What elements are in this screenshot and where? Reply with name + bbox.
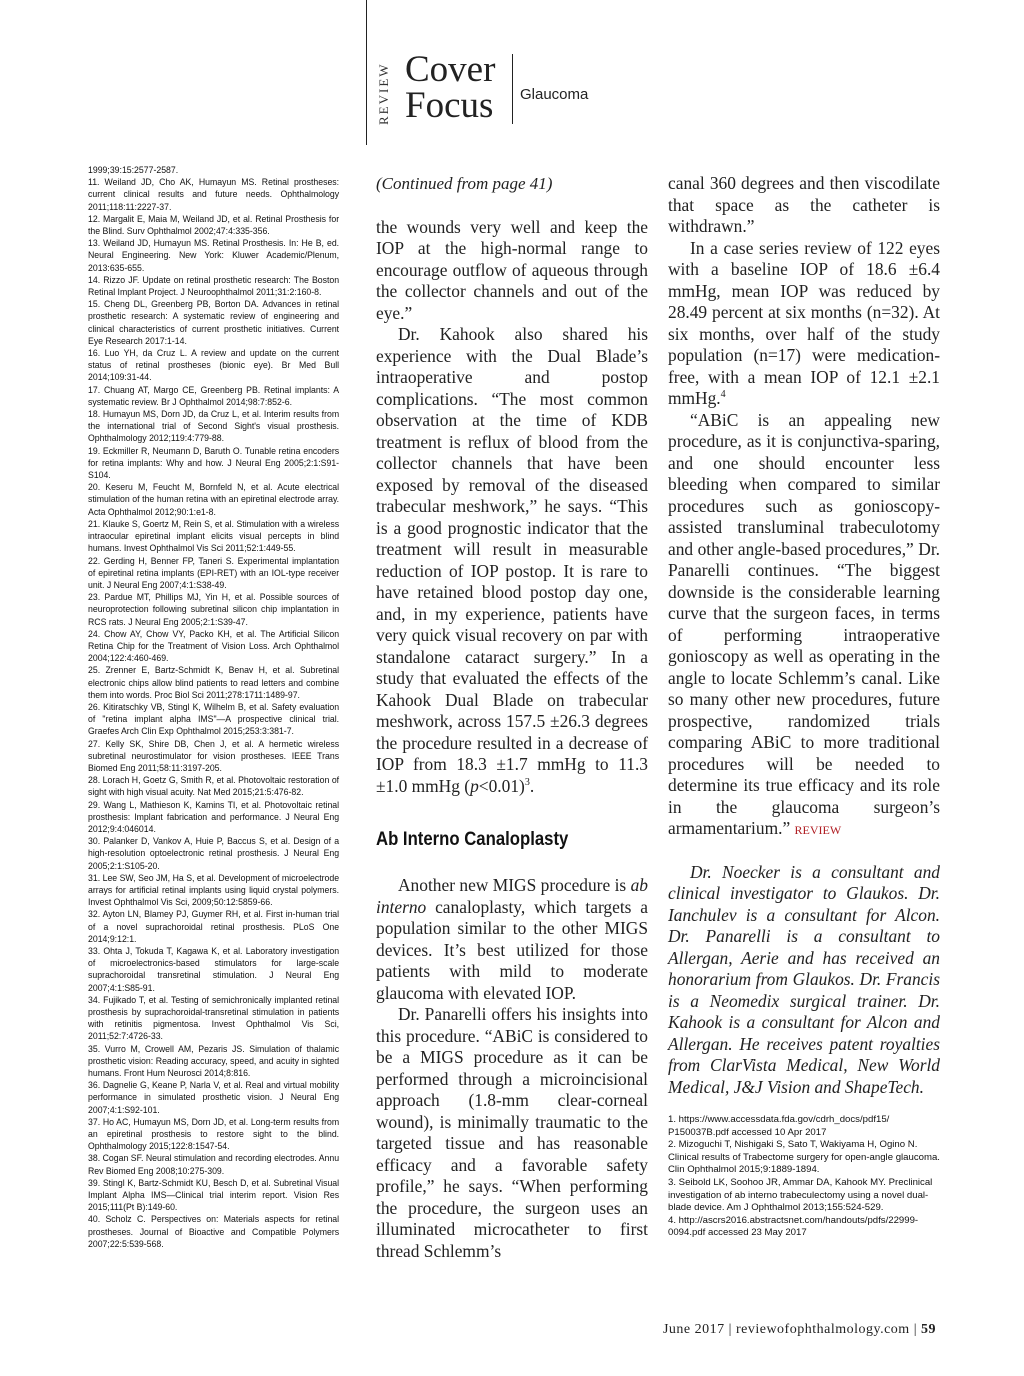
section-heading: Ab Interno Canaloplasty bbox=[376, 829, 569, 850]
end-mark: REVIEW bbox=[794, 823, 842, 837]
reference-item: 19. Eckmiller R, Neumann D, Baruth O. Tunable retina encoders for retina implants: Why and how. J Neural Eng 2005;2:1:S91-S104. bbox=[88, 444, 340, 481]
reference-item: 18. Humayun MS, Dorn JD, da Cruz L, et al. Interim results from the international trial of Second Sight's visual prosthesis. Ophthalmology 2012;119:4:779-88. bbox=[88, 408, 340, 444]
reference-item: 12. Margalit E, Maia M, Weiland JD, et al. Retinal Prosthesis for the Blind. Surv Ophthalmol 2002;47:4:335-356. bbox=[88, 212, 340, 237]
paragraph: the wounds very well and keep the IOP at the high-normal range to encourage outflow of aqueous through the collector channels and out of the eye.” bbox=[376, 216, 648, 323]
paragraph: Dr. Kahook also shared his experience with the Dual Blade’s intraoperative and postop complications. “The most common observation at the time of KDB treatment is reflux of blood from the collector channels that have been exposed by removal of the diseased trabecular meshwork,” he says. “This is a good prognostic indicator that the treatment will result in measurable reduction of IOP postop. It is rare to have retained blood postop day one, and, in my experience, patients have very quick visual recovery on par with standalone cataract surgery.” In a study that evaluated the effects of the Kahook Dual Blade on trabecular meshwork, across 157.5 ±26.3 degrees the procedure resulted in a decrease of IOP from 18.3 ±1.7 mmHg to 11.3 ±1.0 mmHg (p<0.01)$^3$. bbox=[376, 324, 648, 796]
reference-item: 31. Lee SW, Seo JM, Ha S, et al. Development of microelectrode arrays for artificial retinal implants using liquid crystal polymers. Invest Ophthalmol Vis Sci, 2009;50:12:5859-66. bbox=[88, 871, 340, 908]
reference-item: 36. Dagnelie G, Keane P, Narla V, et al. Real and virtual mobility performance in simulated prosthetic vision. J Neural Eng 2007;4:1:S92-101. bbox=[88, 1079, 340, 1115]
reference-item: 33. Ohta J, Tokuda T, Kagawa K, et al. Laboratory investigation of microelectronics-based stimulators for large-scale suprachoroidal transretinal stimulation. J Neural Eng 2007;4:1:S85-91. bbox=[88, 945, 340, 993]
header-divider bbox=[512, 54, 513, 124]
page-footer: June 2017 | reviewofophthalmology.com | 59 bbox=[662, 1322, 936, 1337]
header-title: Cover Focus bbox=[405, 49, 496, 126]
column-divider bbox=[366, 0, 367, 145]
reference-item: 30. Palanker D, Vankov A, Huie P, Baccus S, et al. Design of a high-resolution optoelectronic retinal prosthesis. J Neural Eng 2005;2:1:S105-20. bbox=[88, 835, 340, 871]
reference-item: 16. Luo YH, da Cruz L. A review and update on the current status of retinal prostheses (bionic eye). Br Med Bull 2014;109:31-44. bbox=[88, 347, 340, 383]
endnote-item: 4. http://ascrs2016.abstractsnet.com/handouts/pdfs/22999-0094.pdf accessed 23 May 2017 bbox=[668, 1214, 919, 1239]
reference-item: 34. Fujikado T, et al. Testing of semichronically implanted retinal prosthesis by suprachoroidal-transretinal stimulation in patients with retinitis pigmentosa. Invest Ophthalmol Vis Sci, 2011;52:7:4726-33. bbox=[88, 993, 340, 1042]
paragraph: canal 360 degrees and then viscodilate that space as the catheter is withdrawn.” bbox=[668, 173, 940, 236]
reference-item: 15. Cheng DL, Greenberg PB, Borton DA. Advances in retinal prosthetic research: A systematic review of engineering and clinical characteristics of current prosthetic initiatives. Current Eye Research 2017:1-14. bbox=[88, 298, 340, 346]
reference-item: 32. Ayton LN, Blamey PJ, Guymer RH, et al. First in-human trial of a novel suprachoroidal retinal prosthesis. PLoS One 2014;9:12:1. bbox=[88, 908, 340, 944]
reference-item: 23. Pardue MT, Phillips MJ, Yin H, et al. Possible sources of neuroprotection following subretinal silicon chip implantation in RCS rats. J Neural Eng 2005;2:1:S39-47. bbox=[88, 591, 340, 627]
reference-item: 35. Vurro M, Crowell AM, Pezaris JS. Simulation of thalamic prosthetic vision: Reading accuracy, speed, and acuity in sighted humans. Front Hum Neurosci 2014;8:816. bbox=[88, 1042, 340, 1079]
article-column-2 bbox=[376, 173, 648, 1262]
paragraph: In a case series review of 122 eyes with a baseline IOP of 18.6 ±6.4 mmHg, mean IOP was reduced by 28.49 percent at six months (n=32). At six months, over half of the study population (n=17) were medication-free, with a mean IOP of 12.1 ±2.1 mmHg.$^4$ bbox=[668, 237, 940, 408]
reference-item: 25. Zrenner E, Bartz-Schmidt K, Benav H, et al. Subretinal electronic chips allow blind patients to read letters and combine them into words. Proc Biol Sci 2011;278:1711:1489-97. bbox=[88, 664, 340, 700]
paragraph: Dr. Panarelli offers his insights into this procedure. “ABiC is considered to be a MIGS procedure as it can be performed through a microincisional approach (1.8-mm clear-corneal wound), is minimally traumatic to the targeted tissue and has reasonable efficacy and a favorable safety profile,” he says. “When performing the procedure, the surgeon uses an illuminated microcatheter to first thread Schlemm’s bbox=[376, 1004, 648, 1261]
reference-item: 20. Keseru M, Feucht M, Bornfeld N, et al. Acute electrical stimulation of the human retina with an epiretinal electrode array. Acta Ophthalmol 2012;90:1:e1-8. bbox=[88, 481, 340, 517]
reference-item: 1999;39:15:2577-2587. bbox=[88, 164, 179, 175]
endnote-item: 2. Mizoguchi T, Nishigaki S, Sato T, Wakiyama H, Ogino N. Clinical results of Trabectome surgery for open-angle glaucoma. Clin Ophthalmol 2015;9:1889-1894. bbox=[668, 1139, 940, 1176]
reference-item: 37. Ho AC, Humayun MS, Dorn JD, et al. Long-term results from an epiretinal prosthesis to restore sight to the blind. Ophthalmology 2015;122:8:1547-54. bbox=[88, 1115, 340, 1152]
paragraph: Another new MIGS procedure is ab interno canaloplasty, which targets a population similar to the other MIGS devices. It’s best utilized for those patients with mild to moderate glaucoma with elevated IOP. bbox=[376, 875, 648, 1003]
header-kicker: REVIEW bbox=[376, 62, 391, 125]
reference-item: 39. Stingl K, Bartz-Schmidt KU, Besch D, et al. Subretinal Visual Implant Alpha IMS—Clinical trial interim report. Vision Res 2015;111(Pt B):149-60. bbox=[88, 1176, 340, 1213]
reference-item: 27. Kelly SK, Shire DB, Chen J, et al. A hermetic wireless subretinal neurostimulator for vision prostheses. IEEE Trans Biomed Eng 2011;58:11:3197-205. bbox=[88, 737, 340, 773]
reference-item: 11. Weiland JD, Cho AK, Humayun MS. Retinal prostheses: current clinical results and future needs. Ophthalmology 2011;118:11:2227-37. bbox=[88, 176, 340, 212]
reference-item: 26. Kitiratschky VB, Stingl K, Wilhelm B, et al. Safety evaluation of "retina implant alpha IMS"—A prospective clinical trial. Graefes Arch Clin Exp Ophthalmol 2015;253:3:381-7. bbox=[88, 700, 340, 737]
paragraph: “ABiC is an appealing new procedure, as it is conjunctiva-sparing, and one should encounter less bleeding when compared to similar procedures such as gonioscopy-assisted transluminal trabeculotomy and other angle-based procedures,” Dr. Panarelli continues. “The biggest downside is the considerable learning curve that the surgeon faces, in terms of performing intraoperative gonioscopy as well as operating in the angle to locate Schlemm’s canal. Like so many other new procedures, future prospective, randomized trials comparing ABiC to more traditional procedures will be needed to determine its true efficacy and its role in the glaucoma surgeon’s armamentarium.” REVIEW bbox=[668, 409, 940, 838]
article-column-3 bbox=[668, 173, 940, 1240]
reference-item: 24. Chow AY, Chow VY, Packo KH, et al. The Artificial Silicon Retina Chip for the Treatment of Vision Loss. Arch Ophthalmol 2004;122:4:460-469. bbox=[88, 627, 340, 664]
disclosure: Dr. Noecker is a consultant and clinical investigator to Glaukos. Dr. Ianchulev is a consultant for Alcon. Dr. Panarelli is a consultant to Allergan, Aerie and has received an honorarium from Glaukos. Dr. Francis is a Neomedix surgical trainer. Dr. Kahook is a consultant for Alcon and Allergan. He receives patent royalties from ClarVista Medical, New World Medical, J&J Vision and ShapeTech. bbox=[668, 861, 940, 1097]
endnote-item: 3. Seibold LK, Soohoo JR, Ammar DA, Kahook MY. Preclinical investigation of ab interno trabeculectomy using a novel dual-blade device. Am J Ophthalmol 2013;155:524-529. bbox=[668, 1176, 933, 1214]
reference-item: 14. Rizzo JF. Update on retinal prosthetic research: The Boston Retinal Implant Project. J Neuroophthalmol 2011;31:2:160-8. bbox=[88, 273, 340, 298]
reference-item: 28. Lorach H, Goetz G, Smith R, et al. Photovoltaic restoration of sight with high visual acuity. Nat Med 2015;21:5:476-82. bbox=[88, 774, 340, 798]
reference-item: 29. Wang L, Mathieson K, Kamins TI, et al. Photovoltaic retinal prosthesis: Implant fabrication and performance. J Neural Eng 2012;9:4:046014. bbox=[88, 798, 340, 834]
endnote-item: 1. https://www.accessdata.fda.gov/cdrh_docs/pdf15/ P150037B.pdf accessed 10 Apr 2017 bbox=[668, 1114, 890, 1138]
reference-item: 22. Gerding H, Benner FP, Taneri S. Experimental implantation of epiretinal retina implants (EPI-RET) with an IOL-type receiver unit. J Neural Eng 2007;4:1:S38-49. bbox=[88, 554, 340, 590]
reference-item: 17. Chuang AT, Margo CE, Greenberg PB. Retinal implants: A systematic review. Br J Ophthalmol 2014;98:7:852-6. bbox=[88, 383, 340, 407]
reference-item: 40. Scholz C. Perspectives on: Materials aspects for retinal prostheses. Journal of Bioactive and Compatible Polymers 2007;22:5:539-568. bbox=[88, 1213, 340, 1249]
endnotes bbox=[668, 1114, 940, 1240]
header-section: Glaucoma bbox=[520, 86, 589, 103]
reference-item: 13. Weiland JD, Humayun MS. Retinal Prosthesis. In: He B, ed. Neural Engineering. New York: Kluwer Academic/Plenum, 2013:635-655. bbox=[88, 237, 340, 273]
references-list bbox=[88, 164, 339, 1250]
reference-item: 38. Cogan SF. Neural stimulation and recording electrodes. Annu Rev Biomed Eng 2008;10:275-309. bbox=[88, 1152, 340, 1176]
continued-note: (Continued from page 41) bbox=[376, 174, 553, 193]
reference-item: 21. Klauke S, Goertz M, Rein S, et al. Stimulation with a wireless intraocular epiretinal implant elicits visual percepts in blind humans. Invest Ophthalmol Vis Sci 2011;52:1:449-55. bbox=[88, 517, 340, 554]
